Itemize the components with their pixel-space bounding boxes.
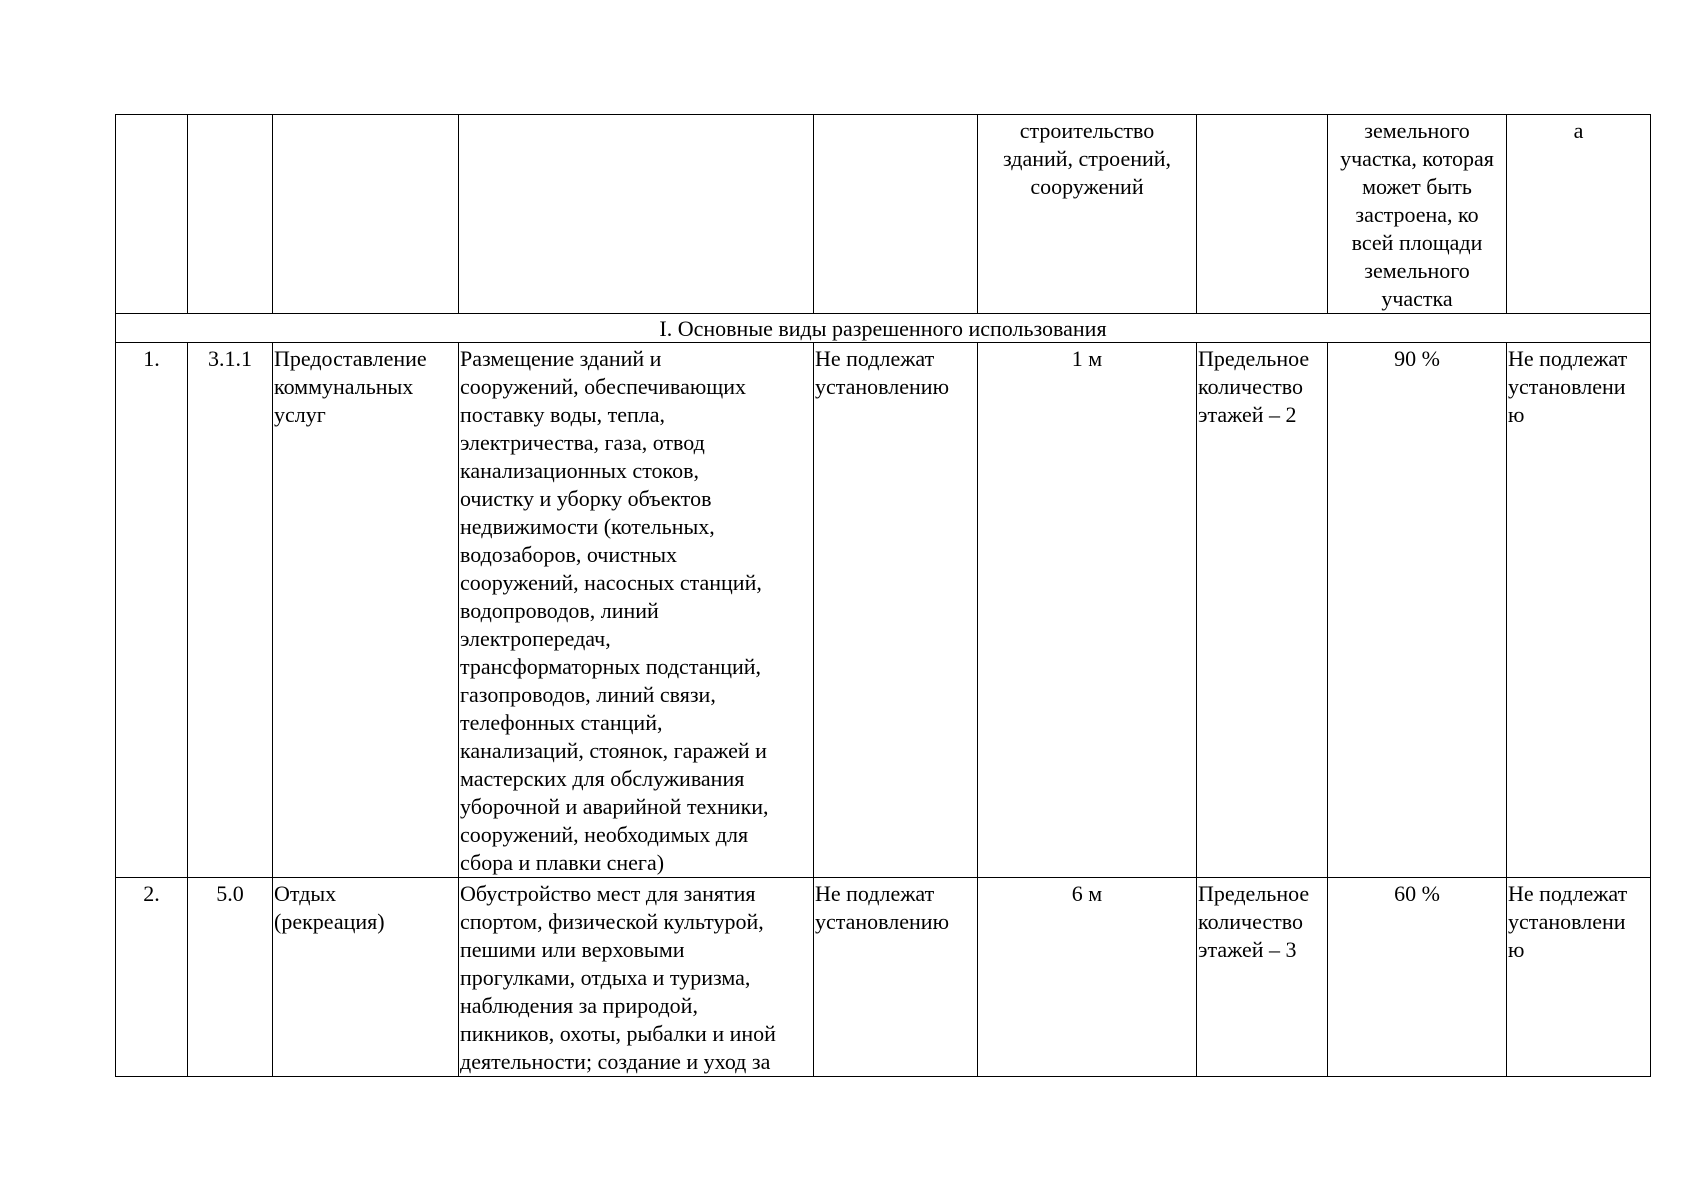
section-title: I. Основные виды разрешенного использования (116, 314, 1651, 343)
table-row (116, 878, 1651, 1077)
row-floors (1197, 343, 1328, 878)
zoning-table (115, 114, 1651, 1077)
row-use-name (273, 343, 459, 878)
header-continuation-row (116, 115, 1651, 314)
row-coverage: 90 % (1328, 343, 1507, 878)
row-plot-size-text: Не подлежат установлению (815, 346, 950, 399)
row-number: 1. (116, 343, 188, 878)
header-cell-construction (978, 115, 1197, 314)
table-cell (459, 115, 814, 314)
row-use-name-text: Отдых (рекреация) (274, 881, 385, 934)
row-use-name (273, 878, 459, 1077)
header-text-construction: строительство зданий, строений, сооружений (1002, 118, 1172, 199)
row-coverage: 60 % (1328, 878, 1507, 1077)
table-cell (814, 115, 978, 314)
row-use-name-text: Предоставление коммунальных услуг (274, 346, 427, 427)
row-last (1507, 878, 1651, 1077)
row-plot-size (814, 878, 978, 1077)
section-row (116, 314, 1651, 343)
header-text-last: а (1573, 118, 1584, 143)
row-description (459, 878, 814, 1077)
row-number: 2. (116, 878, 188, 1077)
row-floors (1197, 878, 1328, 1077)
row-setback: 6 м (978, 878, 1197, 1077)
row-plot-size (814, 343, 978, 878)
row-last-text: Не подлежат установлени ю (1508, 346, 1628, 427)
table-cell (188, 115, 273, 314)
row-last-text: Не подлежат установлени ю (1508, 881, 1628, 962)
row-last (1507, 343, 1651, 878)
row-code: 3.1.1 (188, 343, 273, 878)
header-text-coverage: земельного участка, которая может быть застроена, ко всей площади земельного участка (1340, 118, 1494, 311)
row-description-text: Обустройство мест для занятия спортом, физической культурой, пешими или верховыми прогулками, отдыха и туризма, наблюдения за природой, пикников, охоты, рыбалки и иной деятельности; создание и уход за (460, 881, 776, 1074)
row-description (459, 343, 814, 878)
row-floors-text: Предельное количество этажей – 3 (1198, 881, 1310, 962)
row-code: 5.0 (188, 878, 273, 1077)
header-cell-coverage (1328, 115, 1507, 314)
row-setback: 1 м (978, 343, 1197, 878)
table-row (116, 343, 1651, 878)
table-cell (116, 115, 188, 314)
header-cell-last (1507, 115, 1651, 314)
row-description-text: Размещение зданий и сооружений, обеспечивающих поставку воды, тепла, электричества, газа, отвод канализационных стоков, очистку и уборку объектов недвижимости (котельных, водозаборов, очистных сооружений, насосных станций, водопроводов, линий электропередач, трансформаторных подстанций, газопроводов, линий связи, телефонных станций, канализаций, стоянок, гаражей и мастерских для обслуживания уборочной и аварийной техники, сооружений, необходимых для сбора и плавки снега) (460, 346, 769, 875)
row-plot-size-text: Не подлежат установлению (815, 881, 950, 934)
table-cell (273, 115, 459, 314)
row-floors-text: Предельное количество этажей – 2 (1198, 346, 1310, 427)
table-cell (1197, 115, 1328, 314)
